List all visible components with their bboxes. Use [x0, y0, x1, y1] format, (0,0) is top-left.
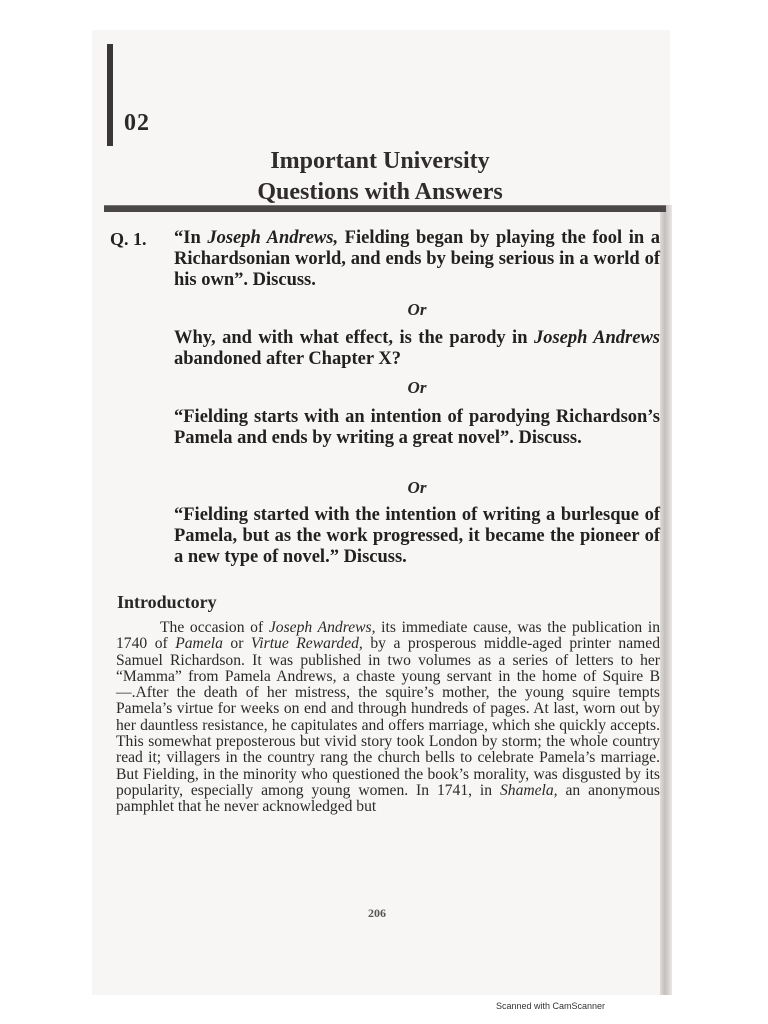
chapter-number: 02 [124, 110, 150, 136]
section-heading: Introductory [117, 592, 217, 612]
chapter-title-line-1: Important University [270, 148, 490, 174]
or-separator: Or [407, 478, 427, 497]
question-variant-4: “Fielding started with the intention of writing a burlesque of Pamela, but as the work progressed, it became the pioneer of a new type of novel.” Discuss. [174, 505, 660, 567]
or-separator: Or [407, 300, 427, 319]
question-variant-1: “In Joseph Andrews, Fielding began by playing the fool in a Richardsonian world, and ends by being serious in a world of his own”. Discuss. [174, 228, 660, 290]
page-edge-shadow [660, 205, 672, 995]
chapter-marker-bar [107, 44, 113, 146]
page-number: 206 [368, 906, 386, 920]
question-label: Q. 1. [110, 229, 147, 249]
body-paragraph [116, 620, 660, 816]
title-rule [104, 205, 666, 212]
question-variant-3: “Fielding starts with an intention of parodying Richardson’s Pamela and ends by writing a great novel”. Discuss. [174, 407, 660, 448]
or-separator: Or [407, 378, 427, 397]
scanner-watermark: Scanned with CamScanner [496, 1001, 606, 1011]
question-variant-2: Why, and with what effect, is the parody in Joseph Andrews abandoned after Chapter X? [174, 328, 660, 369]
paragraph-text: The occasion of Joseph Andrews, its immediate cause, was the publication in 1740 of Pamela or Virtue Rewarded, by a prosperous middle-aged printer named Samuel Richardson. It was published in two volumes as a series of letters to her “Mamma” from Pamela Andrews, a chaste young servant in the home of Squire B—.After the death of her mistress, the squire’s mother, the young squire tempts Pamela’s virtue for weeks on end and through hundreds of pages. At last, worn out by her dauntless resistance, he capitulates and offers marriage, which she quickly accepts. This somewhat preposterous but vivid story took London by storm; the whole country read it; villagers in the country rang the church bells to celebrate Pamela’s marriage. But Fielding, in the minority who questioned the book’s morality, was disgusted by its popularity, especially among young women. In 1741, in Shamela, an anonymous pamphlet that he never acknowledged but [116, 619, 660, 816]
chapter-title-line-2: Questions with Answers [257, 179, 503, 205]
chapter-title [200, 146, 560, 208]
